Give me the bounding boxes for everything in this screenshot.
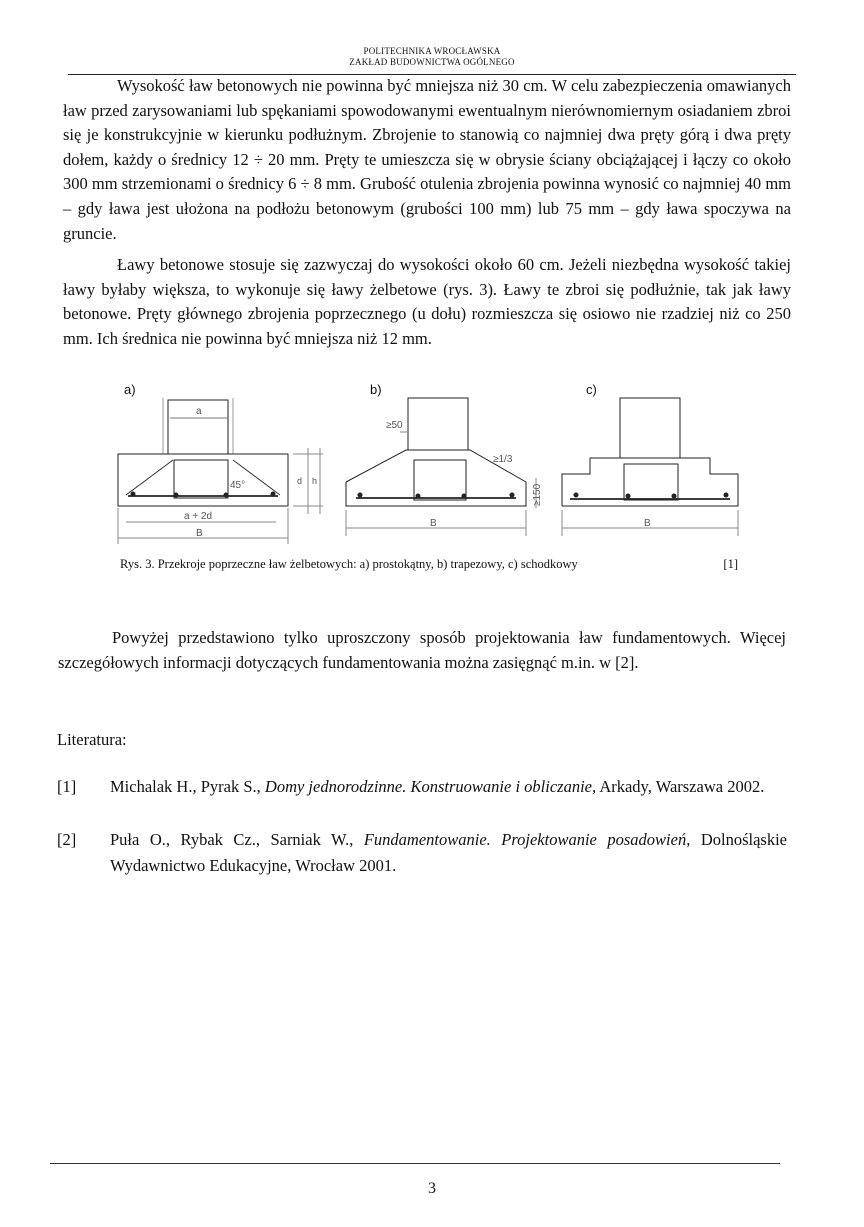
page-number: 3	[428, 1180, 436, 1197]
reference-2-title: Fundamentowanie. Projektowanie posadowień,	[363, 830, 691, 849]
label-c: c)	[586, 382, 597, 397]
paragraph-1-text: Wysokość ław betonowych nie powinna być mniejsza niż 30 cm. W celu zabezpieczenia omawianych ław przed zarysowaniami lub spękaniami spowodowanymi ewentualnym nierównomiernym osiadaniem zbroi się je konstrukcyjnie w kierunku podłużnym. Zbrojenie to stanowią co najmniej dwa pręty górą i dwa pręty dołem, każdy o średnicy 12 ÷ 20 mm. Pręty te umieszcza się w obrysie ściany obciążającej i łączy co około 300 mm strzemionami o średnicy 6 ÷ 8 mm. Grubość otulenia zbrojenia powinna wynosić co najmniej 40 mm – gdy ława jest ułożona na podłożu betonowym (grubości 100 mm) lub 75 mm – gdy ława spoczywa na gruncie.	[63, 76, 791, 243]
label-a: a)	[124, 382, 136, 397]
page-header	[0, 46, 864, 68]
reference-2-body: Puła O., Rybak Cz., Sarniak W., Fundamentowanie. Projektowanie posadowień, Dolnośląskie Wydawnictwo Edukacyjne, Wrocław 2001.	[110, 830, 787, 875]
figure-caption-text: Rys. 3. Przekroje poprzeczne ław żelbetowych: a) prostokątny, b) trapezowy, c) schodkowy	[120, 557, 578, 571]
reference-1-body: Michalak H., Pyrak S., Domy jednorodzinne. Konstruowanie i obliczanie, Arkady, Warszawa 2002.	[110, 777, 765, 796]
paragraph-1	[63, 74, 791, 246]
svg-text:B: B	[644, 518, 651, 529]
paragraph-2	[63, 253, 791, 351]
figure-3-drawing	[108, 378, 748, 550]
figure-caption-ref: [1]	[723, 557, 738, 571]
svg-text:d: d	[297, 476, 303, 486]
reference-1-title: Domy jednorodzinne. Konstruowanie i obliczanie,	[264, 777, 597, 796]
paragraph-3-text: Powyżej przedstawiono tylko uproszczony sposób projektowania ław fundamentowych. Więcej szczegółowych informacji dotyczących fundamentowania można zasięgnąć m.in. w [2].	[58, 628, 786, 672]
label-b: b)	[370, 382, 382, 397]
section-a-rectangular	[118, 382, 323, 544]
svg-text:a: a	[196, 406, 202, 417]
paragraph-2-text: Ławy betonowe stosuje się zazwyczaj do wysokości około 60 cm. Jeżeli niezbędna wysokość takiej ławy byłaby większa, to wykonuje się ławy żelbetowe (rys. 3). Ławy te zbroi się podłużnie, tak jak ławy betonowe. Pręty głównego zbrojenia poprzecznego (u dołu) rozmieszcza się osiowo nie rzadziej niż co 250 mm. Ich średnica nie powinna być mniejsza niż 12 mm.	[63, 255, 791, 348]
svg-text:≥1/3: ≥1/3	[493, 454, 513, 465]
svg-text:B: B	[430, 518, 437, 529]
svg-text:h: h	[312, 476, 318, 486]
svg-text:B: B	[196, 528, 203, 539]
figure-caption	[120, 557, 760, 572]
svg-text:≥150: ≥150	[532, 483, 543, 506]
literature-heading: Literatura:	[57, 730, 127, 749]
reference-2-number: [2]	[57, 830, 77, 849]
section-c-stepped	[562, 382, 738, 536]
reference-1-number: [1]	[57, 777, 77, 796]
header-institution: POLITECHNIKA WROCŁAWSKA	[363, 46, 501, 56]
header-department: ZAKŁAD BUDOWNICTWA OGÓLNEGO	[349, 57, 515, 67]
section-b-trapezoidal	[346, 382, 543, 536]
footer-divider	[50, 1163, 780, 1164]
svg-text:a + 2d: a + 2d	[184, 511, 213, 522]
figure-3	[108, 378, 748, 550]
svg-text:≥50: ≥50	[386, 420, 403, 431]
paragraph-3	[58, 626, 786, 675]
svg-text:45°: 45°	[230, 480, 246, 491]
